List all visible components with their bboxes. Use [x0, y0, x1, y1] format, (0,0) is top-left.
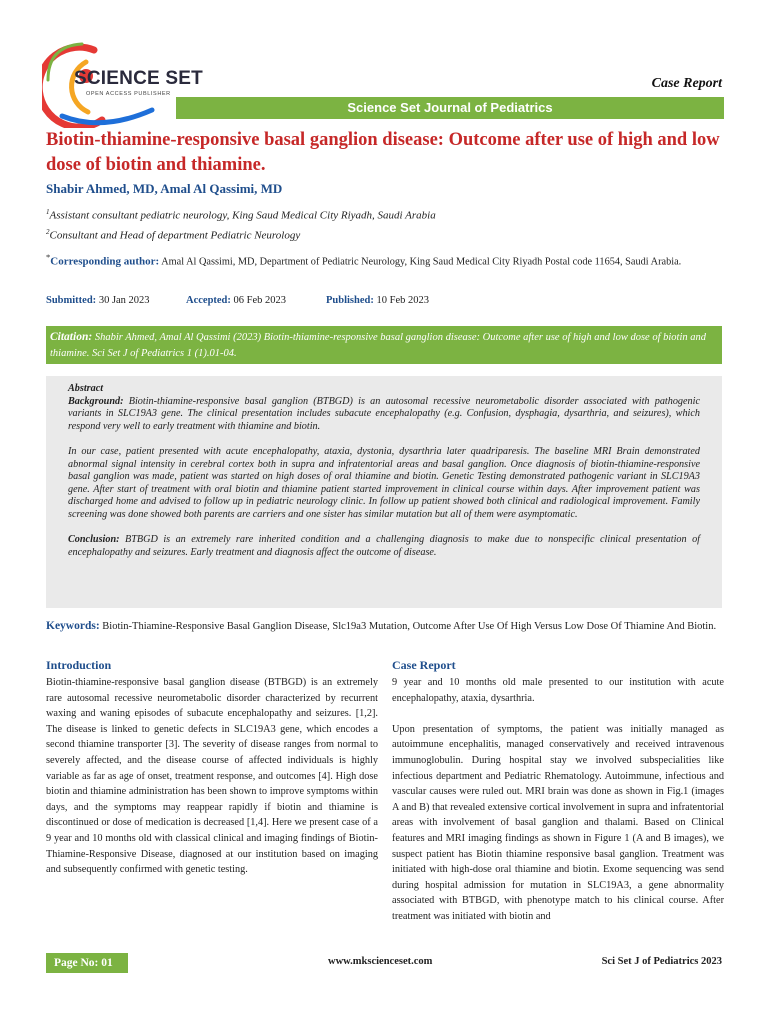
- article-title: Biotin-thiamine-responsive basal ganglion disease: Outcome after use of high and low dose of biotin and thiamine.: [46, 130, 720, 175]
- footer-journal: Sci Set J of Pediatrics 2023: [601, 956, 722, 967]
- introduction-section: [46, 657, 378, 878]
- page-number: Page No: 01: [46, 953, 128, 973]
- affiliation-2: $^2$Consultant and Head of department Pediatric Neurology: [46, 228, 301, 242]
- authors: Shabir Ahmed, MD, Amal Al Qassimi, MD: [46, 181, 283, 196]
- introduction-text: Biotin-thiamine-responsive basal ganglion disease (BTBGD) is an extremely rare autosomal recessive neurometabolic disorder characterized by recurrent waxing and waning episodes of subacute encephalopathy and seizures. [1,2]. The disease is linked to genetic defects in SLC19A3 gene, which encodes a second thiamine transporter [3]. The severity of disease ranges from normal to severely affected, and the disease course of affected individuals is highly variable as far as age of onset, treatment response, and outcomes [4]. High dose biotin and thiamine administration has been shown to improve symptoms within days, and the symptoms may reappear rapidly if biotin and thiamine is discontinued or dose of medication is decreased [1,4]. Here we present case of a 9 year and 10 months old with classical clinical and imaging findings of Biotin-Thiamine-Responsive Disease, diagnosed at our institution based on imaging and subsequently confirmed with genetic testing.: [46, 677, 378, 876]
- introduction-heading: Introduction: [46, 658, 112, 672]
- accepted-date: Accepted: 06 Feb 2023: [186, 295, 287, 306]
- brand-tagline: OPEN ACCESS PUBLISHER: [86, 91, 171, 97]
- abstract-box: [46, 376, 722, 608]
- brand-name: SCIENCE SET: [74, 68, 203, 89]
- case-report-heading: Case Report: [392, 658, 456, 672]
- published-date: Published: 10 Feb 2023: [326, 295, 429, 306]
- case-report-section: [392, 657, 724, 925]
- abstract-heading: Abstract: [68, 383, 104, 394]
- citation-bar: Citation: Shabir Ahmed, Amal Al Qassimi (2023) Biotin-thiamine-responsive basal ganglion disease: Outcome after use of high and low dose of biotin and thiamine. Sci Set J of Pediatrics 1 (1).01-04.: [46, 326, 722, 364]
- corresponding-author: *Corresponding author: Amal Al Qassimi, MD, Department of Pediatric Neurology, King Saud Medical City Riyadh Postal code 11654, Saudi Arabia.: [46, 252, 682, 268]
- affiliation-1: $^1$Assistant consultant pediatric neurology, King Saud Medical City Riyadh, Saudi Arabia: [46, 208, 436, 222]
- abstract-conclusion: Conclusion: BTBGD is an extremely rare inherited condition and a challenging diagnosis to make due to nonspecific clinical presentation of encephalopathy and seizures. Early treatment and diagnosis affect the outcome of disease.: [68, 534, 701, 558]
- case-report-p2: Upon presentation of symptoms, the patient was initially managed as autoimmune encephalitis, managed conservatively and received intravenous immunoglobulin. During hospital stay we involved subspecialities like infectious department and Pediatric Rhematology. Autoimmune, infectious and vascular causes were ruled out. MRI brain was done as shown in Fig.1 (images A and B) that revealed extensive cortical involvement in supra and infratentorial areas with involvement of basal ganglion and thalami. Based on Clinical features and MRI imaging findings as shown in Figure 1 (A and B images), we suspect patient has Biotin thiamine responsive basal ganglion. Treatment was initiated with high-dose oral thiamine and biotin. Exome sequencing was send during hospital admission for mutation in SLC19A3, a gene abnormality associated with BTBGD, with phenotype match to his clinical course. After treatment was initiated with biotin and: [392, 723, 724, 922]
- footer-url[interactable]: www.mkscienceset.com: [328, 956, 433, 967]
- article-type: Case Report: [651, 76, 722, 91]
- case-report-p1: 9 year and 10 months old male presented to our institution with acute encephalopathy, ataxia, dysarthria.: [392, 677, 724, 704]
- abstract-background: Background: Biotin-thiamine-responsive basal ganglion (BTBGD) is an autosomal recessive neurometabolic disorder associated with pathogenic variants in SLC19A3 gene. The clinical presentation includes subacute encephalopathy (e.g. Confusion, dysphagia, dysarthria, and seizures), which respond very well to early treatment with thiamine and biotin.: [68, 395, 700, 432]
- journal-name-bar: Science Set Journal of Pediatrics: [176, 97, 724, 119]
- abstract-case: In our case, patient presented with acute encephalopathy, ataxia, dystonia, dysarthria later quadriparesis. The baseline MRI Brain demonstrated abnormal signal intensity in cerebral cortex both in supra and infratentorial areas and basal ganglion. Once diagnosis of biotin-thiamine-responsive basal ganglion was made, patient was started on high doses of oral thiamine and biotin. Genetic Testing demonstrated pathogenic variant in SLC19A3 gene. After start of treatment with oral biotin and thiamine patient started improvement in clinical course within days. After improvement patient was discharged home and advised to follow up in pediatric neurology clinic. In follow up patient showed both clinical and radiological improvement. Family screening was done showed both parents are carriers and one sister has similar mutation but all of them were asymptomatic.: [68, 445, 700, 520]
- keywords: Keywords: Biotin-Thiamine-Responsive Basal Ganglion Disease, Slc19a3 Mutation, Outcome After Use Of High Versus Low Dose Of Thiamine And Biotin.: [46, 620, 717, 632]
- submitted-date: Submitted: 30 Jan 2023: [46, 295, 150, 306]
- page-footer: [46, 953, 722, 973]
